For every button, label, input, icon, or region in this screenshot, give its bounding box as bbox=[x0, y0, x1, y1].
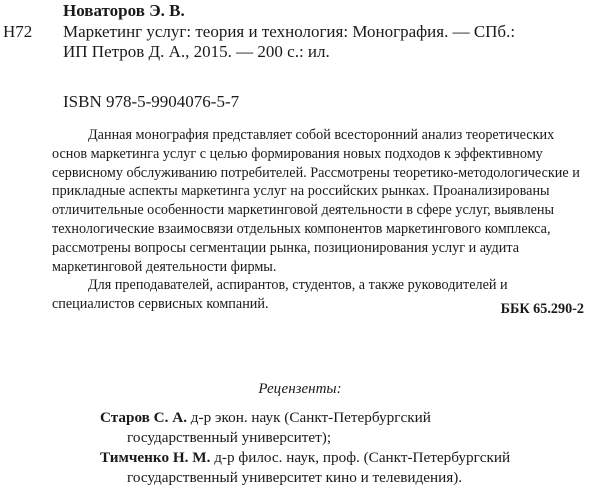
reviewer-entry bbox=[100, 448, 590, 488]
abstract bbox=[52, 126, 584, 314]
reviewer-credentials: д-р филос. наук, проф. (Санкт-Петербургский bbox=[210, 449, 511, 466]
reviewer-affiliation: государственный университет кино и телевидения). bbox=[127, 469, 463, 486]
abstract-paragraph: Данная монография представляет собой всесторонний анализ теоретических основ маркетинга услуг с целью формирования новых подходов к эффективному сервисному обслуживанию потребителей. Рассмотрены теоретико-методологические и прикладные аспекты маркетинга услуг на российских рынках. Проанализированы отличительные особенности маркетинговой деятельности в сфере услуг, выявлены технологические взаимосвязи отдельных компонентов маркетингового комплекса, рассмотрены вопросы сегментации рынка, позиционирования услуг и аудита маркетинговой деятельности фирмы. bbox=[52, 127, 580, 275]
citation-text: Маркетинг услуг: теория и технология: Монография. — СПб.: ИП Петров Д. А., 2015. — 200 с.: ил. bbox=[63, 22, 516, 61]
isbn-number: ISBN 978-5-9904076-5-7 bbox=[63, 92, 240, 111]
reviewer-name: Старов С. А. bbox=[100, 409, 187, 426]
author-name: Новаторов Э. В. bbox=[63, 1, 185, 20]
reviewer-credentials: д-р экон. наук (Санкт-Петербургский bbox=[187, 409, 431, 426]
reviewer-name: Тимченко Н. М. bbox=[100, 449, 211, 466]
bbk-code: ББК 65.290-2 bbox=[500, 301, 584, 317]
bibliographic-entry bbox=[63, 1, 593, 62]
reviewer-affiliation: государственный университет); bbox=[127, 429, 332, 446]
reviewer-entry bbox=[100, 408, 590, 448]
reviewers-heading: Рецензенты: bbox=[258, 381, 342, 397]
audience-paragraph: Для преподавателей, аспирантов, студентов, а также руководителей и специалистов сервисных компаний. bbox=[52, 277, 508, 313]
author-sign-code: Н72 bbox=[3, 22, 33, 41]
